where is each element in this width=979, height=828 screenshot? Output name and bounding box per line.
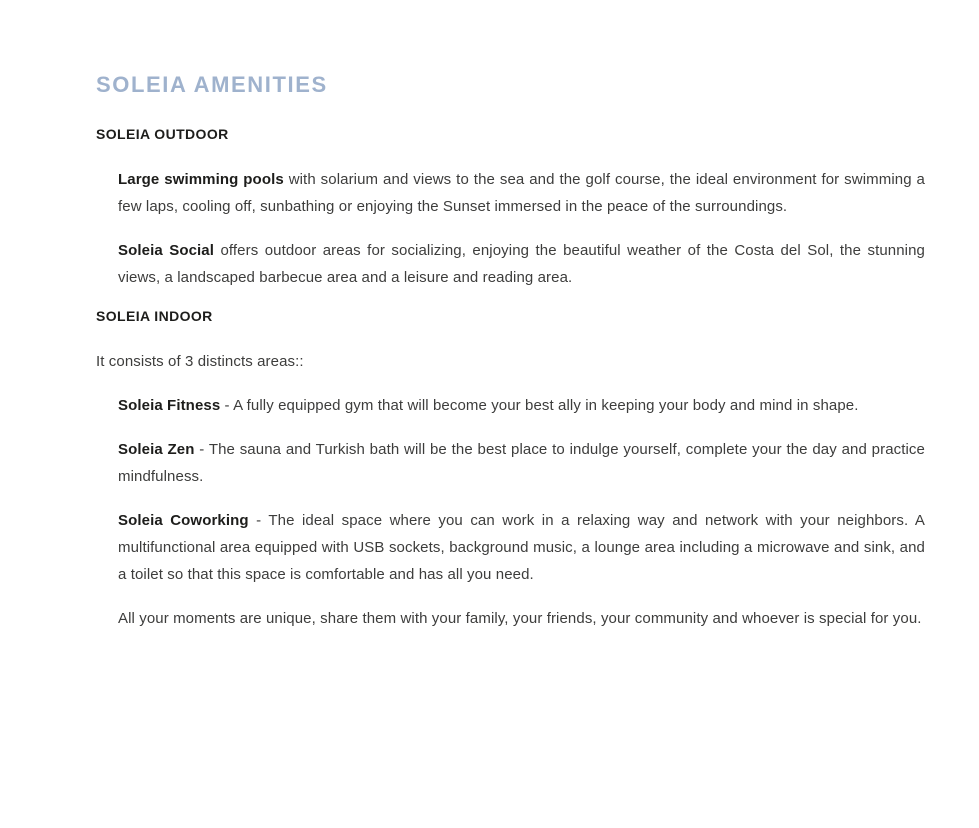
page-title: SOLEIA AMENITIES (96, 72, 328, 97)
paragraph-text: - A fully equipped gym that will become your best ally in keeping your body and mind in shape. (220, 397, 859, 414)
paragraph-soleia-zen (96, 436, 925, 490)
paragraph-soleia-fitness (96, 392, 925, 419)
paragraph-lead: Soleia Fitness (118, 397, 221, 414)
paragraph-text: - The sauna and Turkish bath will be the best place to indulge yourself, complete your the day and practice mindfulness. (118, 441, 925, 485)
paragraph-lead: Large swimming pools (118, 171, 284, 188)
paragraph-soleia-social (96, 237, 925, 291)
paragraph-soleia-coworking (96, 507, 925, 588)
paragraph-closing (96, 605, 925, 632)
paragraph-text: All your moments are unique, share them with your family, your friends, your community and whoever is special for you. (118, 610, 922, 627)
paragraph-swimming-pools (96, 166, 925, 220)
paragraph-text: - The ideal space where you can work in a relaxing way and network with your neighbors. A multifunctional area equipped with USB sockets, background music, a lounge area including a microwave and sink, and a toilet so that this space is comfortable and has all you need. (118, 512, 925, 583)
section-heading-indoor: SOLEIA INDOOR (96, 308, 213, 324)
paragraph-lead: Soleia Social (118, 242, 215, 259)
paragraph-lead: Soleia Coworking (118, 512, 249, 529)
paragraph-text: with solarium and views to the sea and the golf course, the ideal environment for swimming a few laps, cooling off, sunbathing or enjoying the Sunset immersed in the peace of the surroundings. (118, 171, 925, 215)
indoor-intro-line: It consists of 3 distincts areas:: (96, 353, 304, 370)
paragraph-text: offers outdoor areas for socializing, enjoying the beautiful weather of the Costa del Sol, the stunning views, a landscaped barbecue area and a leisure and reading area. (118, 242, 926, 286)
paragraph-lead: Soleia Zen (118, 441, 195, 458)
section-heading-outdoor: SOLEIA OUTDOOR (96, 126, 229, 142)
